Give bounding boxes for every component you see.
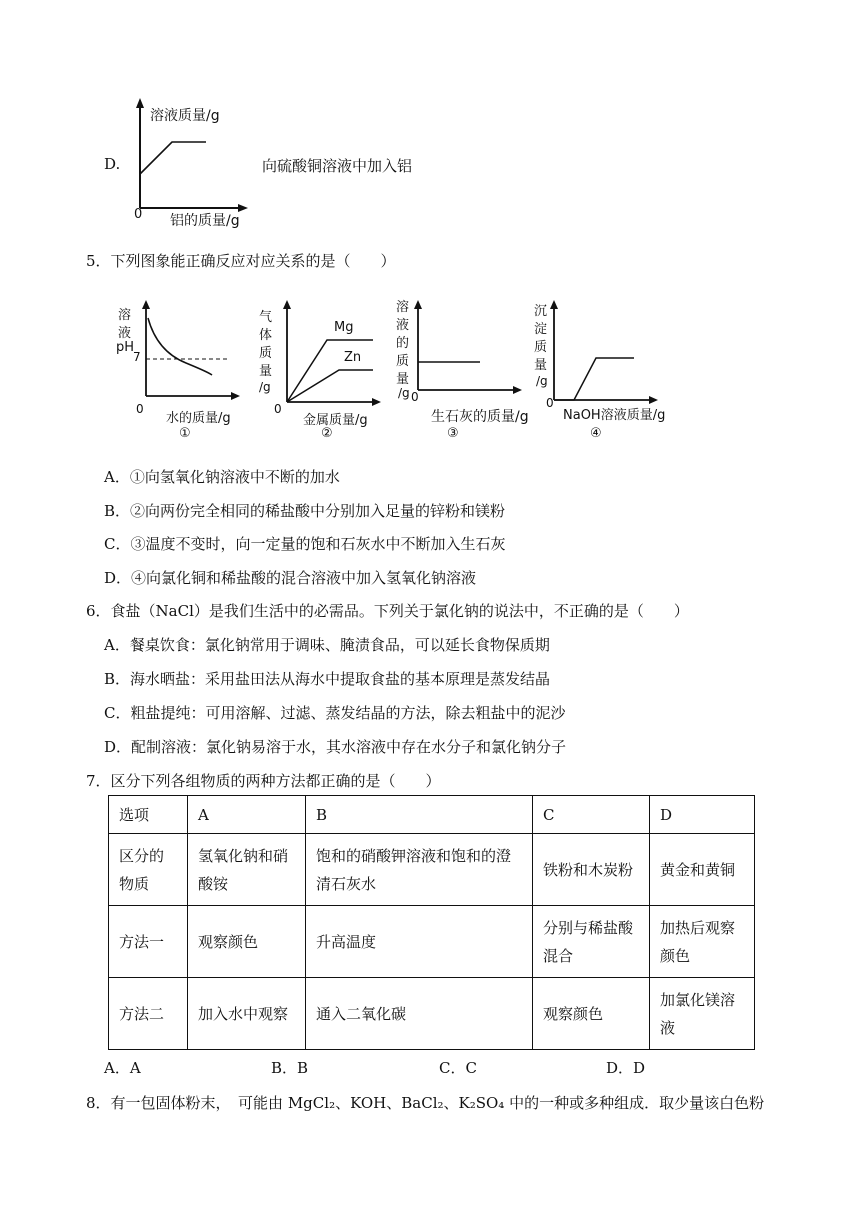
g2-series-zn: Zn [344,350,362,365]
q5-graph-1 [136,300,246,410]
g4-num: ④ [590,426,602,441]
q6-option-b: B．海水晒盐：采用盐田法从海水中提取食盐的基本原理是蒸发结晶 [104,670,551,688]
g4-ylabel-2: 淀 [534,322,548,337]
g1-origin: 0 [136,402,144,416]
table-cell: 铁粉和木炭粉 [533,834,650,906]
q7-answer-a: A．A [104,1059,141,1077]
table-row [109,796,755,834]
q7-answer-c: C．C [439,1059,477,1077]
g3-ylabel-4: 质 [396,354,410,369]
q6-option-a: A．餐桌饮食：氯化钠常用于调味、腌渍食品，可以延长食物保质期 [104,636,550,654]
y-axis-arrow [136,98,144,108]
q4d-origin: 0 [134,207,143,222]
table-cell: 观察颜色 [188,906,306,978]
table-cell: 升高温度 [306,906,533,978]
table-cell: A [188,796,306,834]
table-cell: 方法一 [109,906,188,978]
q5-stem: 5．下列图象能正确反应对应关系的是（ ） [86,252,396,270]
q5-option-b: B．②向两份完全相同的稀盐酸中分别加入足量的锌粉和镁粉 [104,502,506,520]
q6-option-c: C．粗盐提纯：可用溶解、过滤、蒸发结晶的方法，除去粗盐中的泥沙 [104,704,566,722]
q8-stem-suffix: 中的一种或多种组成．取少量该白色粉 [509,1094,765,1112]
q5-graph-2 [277,300,387,410]
g3-ylabel-6: /g [398,386,410,400]
x-axis-arrow [231,392,240,400]
table-cell: 分别与稀盐酸混合 [533,906,650,978]
table-cell: 观察颜色 [533,978,650,1050]
g1-ylabel-1: 溶 [118,308,132,323]
zn-line [287,370,373,402]
q7-answer-b: B．B [271,1059,309,1077]
q5-option-c: C．③温度不变时，向一定量的饱和石灰水中不断加入生石灰 [104,535,506,553]
q4d-desc: 向硫酸铜溶液中加入铝 [262,157,413,175]
g3-ylabel-3: 的 [396,336,410,351]
q4d-ylabel: 溶液质量/g [150,108,220,124]
g2-ylabel-2: 体 [259,328,273,343]
q4d-label: D. [104,155,121,173]
g2-num: ② [321,426,333,441]
g2-ylabel-3: 质 [259,346,273,361]
precipitate-line [554,358,634,400]
y-axis-arrow [550,300,558,309]
g3-num: ③ [447,426,459,441]
table-cell: C [533,796,650,834]
g3-xlabel: 生石灰的质量/g [431,409,529,425]
g2-series-mg: Mg [334,320,354,335]
table-cell: D [650,796,755,834]
table-cell: 加热后观察颜色 [650,906,755,978]
g3-ylabel-1: 溶 [396,300,410,315]
g3-origin: 0 [411,390,419,404]
x-axis-arrow [513,386,522,394]
y-axis-arrow [414,300,422,309]
g1-ylabel-2: 液 [118,326,132,341]
x-axis-arrow [649,396,658,404]
q8-formula: MgCl₂、KOH、BaCl₂、K₂SO₄ [287,1094,505,1112]
q8-stem-prefix: 8．有一包固体粉末， 可能由 [86,1094,284,1112]
q7-stem: 7．区分下列各组物质的两种方法都正确的是（ ） [86,772,441,790]
y-axis-arrow [283,300,291,309]
q5-graph-4 [544,300,664,410]
q7-answer-d: D．D [606,1059,646,1077]
q5-option-d: D．④向氯化铜和稀盐酸的混合溶液中加入氢氧化钠溶液 [104,569,477,587]
ph-curve [148,318,212,375]
table-cell: 加氯化镁溶液 [650,978,755,1050]
curve [140,142,206,174]
table-cell: 饱和的硝酸钾溶液和饱和的澄清石灰水 [306,834,533,906]
g2-origin: 0 [274,402,282,416]
g4-xlabel: NaOH溶液质量/g [563,408,666,423]
g3-ylabel-2: 液 [396,318,410,333]
g4-ylabel-5: /g [536,374,548,388]
table-cell: 加入水中观察 [188,978,306,1050]
table-cell: 方法二 [109,978,188,1050]
q5-graph-3 [408,300,528,400]
g4-ylabel-3: 质 [534,340,548,355]
g4-origin: 0 [546,396,554,410]
table-cell: B [306,796,533,834]
table-cell: 通入二氧化碳 [306,978,533,1050]
q6-stem: 6．食盐（NaCl）是我们生活中的必需品。下列关于氯化钠的说法中，不正确的是（ ） [86,602,689,620]
table-cell: 选项 [109,796,188,834]
q6-option-d: D．配制溶液：氯化钠易溶于水，其水溶液中存在水分子和氯化钠分子 [104,738,567,756]
y-axis-arrow [142,300,150,309]
x-axis-arrow [372,398,381,406]
g3-ylabel-5: 量 [396,372,410,387]
g1-xlabel: 水的质量/g [166,411,231,426]
q8-stem [86,1092,764,1113]
table-row [109,978,755,1050]
g2-ylabel-1: 气 [259,310,273,325]
table-row [109,834,755,906]
g4-ylabel-4: 量 [534,358,548,373]
q7-table [108,795,755,1050]
q5-option-a: A．①向氢氧化钠溶液中不断的加水 [104,468,340,486]
g1-ylabel-3: pH [116,340,135,355]
table-row [109,906,755,978]
g1-tick-7: 7 [133,350,141,364]
table-cell: 区分的物质 [109,834,188,906]
g4-ylabel-1: 沉 [534,304,548,319]
g2-xlabel: 金属质量/g [303,413,368,428]
g1-num: ① [179,426,191,441]
table-cell: 氢氧化钠和硝酸铵 [188,834,306,906]
g2-ylabel-5: /g [259,380,271,394]
q4d-xlabel: 铝的质量/g [170,213,240,229]
table-cell: 黄金和黄铜 [650,834,755,906]
g2-ylabel-4: 量 [259,364,273,379]
